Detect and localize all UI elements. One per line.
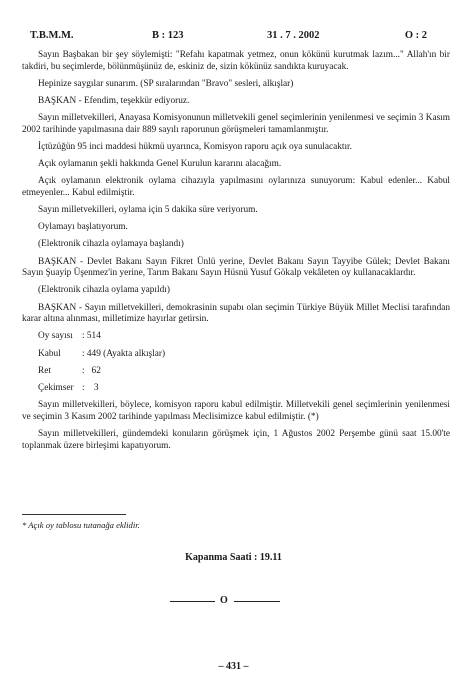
footnote: * Açık oy tablosu tutanağa eklidir. [22,520,140,530]
vote-label: Ret [38,365,51,376]
vote-value: : 62 [82,365,101,376]
paragraph: BAŞKAN - Sayın milletvekilleri, demokrasinin supabı olan seçimin Türkiye Büyük Millet Meclisi tarafından karar altına alınması, milletimize hayırlar getirsin. [22,302,450,325]
header-session-number: B : 123 [152,30,184,41]
paragraph: (Elektronik cihazla oylamaya başlandı) [38,239,184,250]
vote-value: : 514 [82,331,101,342]
paragraph: Sayın milletvekilleri, gündemdeki konuların görüşmek için, 1 Ağustos 2002 Perşembe günü saat 15.00'te toplanmak üzere birleşimi kapatıyorum. [22,428,450,451]
vote-result-reject [22,366,450,378]
paragraph: Sayın Başbakan bir şey söylemişti: "Refahı kapatmak yetmez, onun kökünü kurutmak lazım..." Allah'ın bir takdiri, bu seçimlerde, bölünmüşünüz de, eskiniz de, sizin kökünüz sandıkta kuruyacak. [22,50,450,72]
paragraph: Açık oylamanın elektronik oylama cihazıyla yapılmasını oylarınıza sunuyorum: Kabul edenler... Kabul etmeyenler... Kabul edilmiştir. [22,176,450,198]
vote-label: Oy sayısı [38,331,73,342]
paragraph: Sayın milletvekilleri, böylece, komisyon raporu kabul edilmiştir. Milletvekili genel seçimlerinin yenilenmesi ve seçimin 3 Kasım 2002 tarihinde yapılması Meclisimizce kabul edilmiştir. (*) [22,400,450,422]
header-date: 31 . 7 . 2002 [267,30,320,41]
minutes-body [22,50,450,458]
paragraph: Hepinize saygılar sunarım. (SP sıralarından "Bravo" sesleri, alkışlar) [38,78,294,89]
separator-line-right [234,601,280,602]
end-separator [170,596,280,606]
paragraph: Oylamayı başlatıyorum. [38,222,128,233]
paragraph: İçtüzüğün 95 inci maddesi hükmü uyarınca, Komisyon raporu açık oya sunulacaktır. [38,141,352,152]
paragraph: Sayın milletvekilleri, oylama için 5 dakika süre veriyorum. [38,205,258,216]
vote-label: Çekimser [38,382,74,393]
vote-result-accept [22,349,450,361]
footnote-divider [22,514,126,515]
vote-result-abstain [22,383,450,395]
paragraph: BAŞKAN - Efendim, teşekkür ediyoruz. [38,95,190,106]
page-number: – 431 – [218,661,249,672]
vote-value: : 449 (Ayakta alkışlar) [82,348,166,359]
paragraph: Sayın milletvekilleri, Anayasa Komisyonunun milletvekili genel seçimlerinin yenilenmesi ve seçimin 3 Kasım 2002 tarihinde yapılmasına dair 889 sayılı raporunun görüşmeleri tamamlanmıştır. [22,113,450,135]
vote-value: : 3 [82,382,99,393]
paragraph: (Elektronik cihazla oylama yapıldı) [38,285,170,296]
paragraph: Açık oylamanın şekli hakkında Genel Kurulun kararını alacağım. [38,159,282,170]
closing-time: Kapanma Saati : 19.11 [185,552,282,563]
paragraph: BAŞKAN - Devlet Bakanı Sayın Fikret Ünlü yerine, Devlet Bakanı Sayın Tayyibe Gülek; Devlet Bakanı Sayın Şuayip Üşenmez'in yerine, Tarım Bakanı Sayın Hüsnü Yusuf Gökalp vekâleten oy kullanacaklardır. [22,256,450,279]
vote-label: Kabul [38,348,61,359]
header-institution: T.B.M.M. [30,30,74,41]
header-sitting-number: O : 2 [404,30,427,41]
vote-result-total [22,331,450,343]
separator-line-left [170,601,215,602]
separator-mark: O [220,595,228,606]
